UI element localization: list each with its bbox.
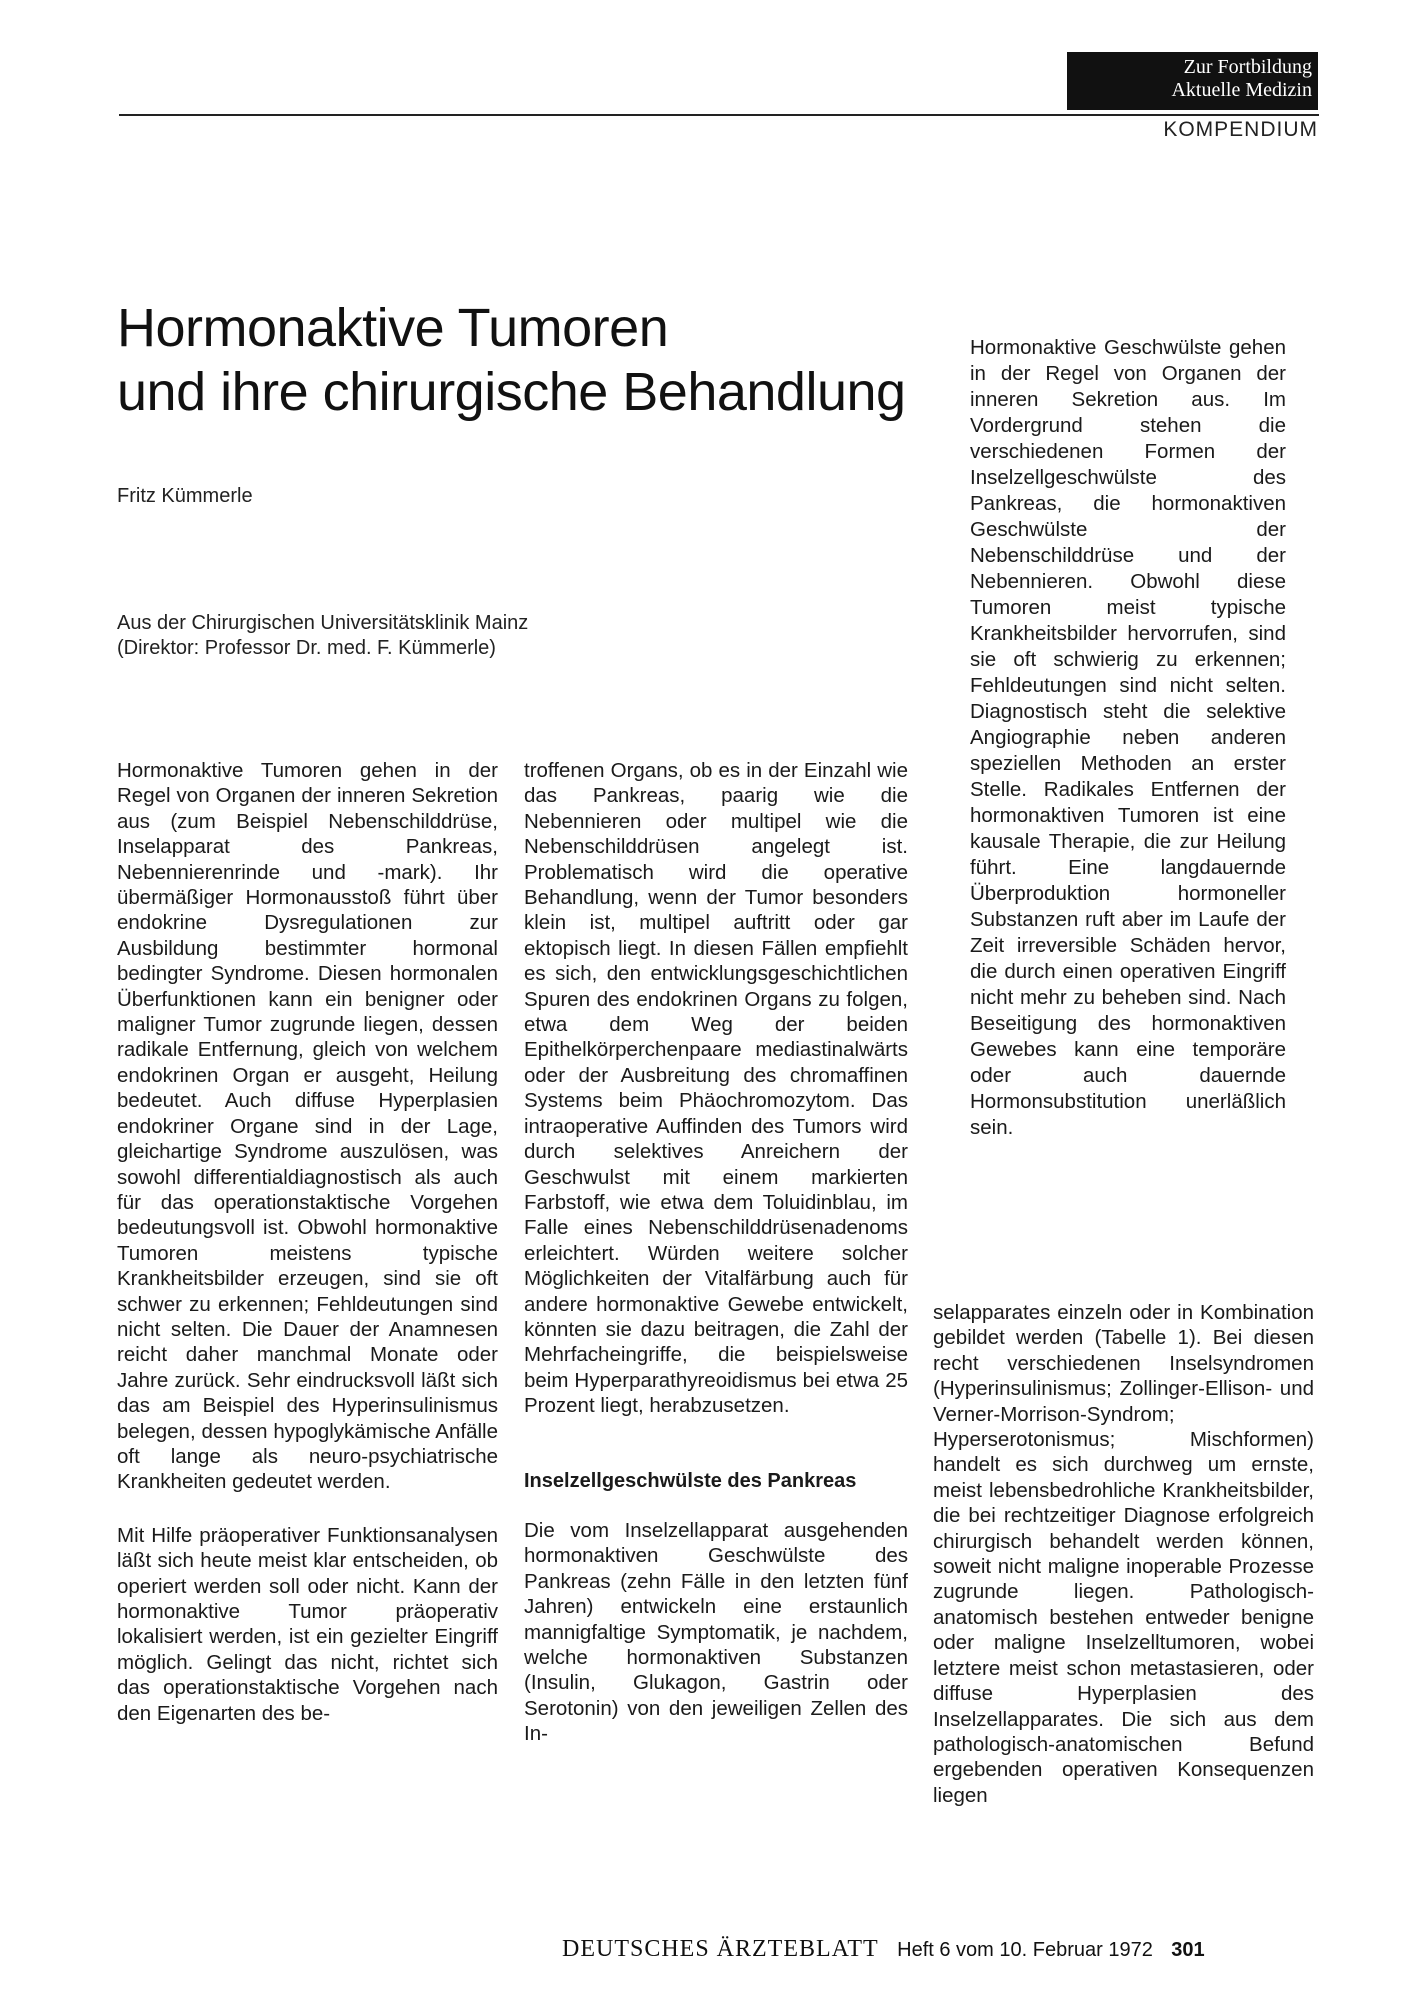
article-title (117, 296, 947, 424)
header-rule (119, 114, 1319, 116)
page-number: 301 (1171, 1939, 1205, 1961)
section-tag-line2: Aktuelle Medizin (1171, 79, 1312, 101)
section-tag (1067, 52, 1318, 110)
category-label: KOMPENDIUM (1163, 118, 1318, 141)
affiliation-line-1: Aus der Chirurgischen Universitätsklinik Mainz (117, 612, 529, 634)
section-heading: Inselzellgeschwülste des Pankreas (524, 1469, 857, 1492)
paragraph: selapparates einzeln oder in Kombination gebildet werden (Tabelle 1). Bei diesen recht verschiedenen Inselsyndromen (Hyperinsulinismus; Zollinger-Ellison- und Verner-Morrison-Syndrom; Hyperserotonismus; Mischformen) handelt es sich durchweg um ernste, meist lebensbedrohliche Krankheitsbilder, die bei rechtzeitiger Diagnose erfolgreich chirurgisch behandelt werden können, soweit nicht maligne inoperable Prozesse zugrunde liegen. Pathologisch-anatomisch bestehen entweder benigne oder maligne Inselzelltumoren, wobei letztere meist schon metastasieren, oder diffuse Hyperplasien des Inselzellapparates. Die sich aus dem pathologisch-anatomischen Befund ergebenden operativen Konsequenzen liegen (933, 1301, 1314, 1807)
page-footer (562, 1936, 1205, 1963)
paragraph: troffenen Organs, ob es in der Einzahl wie das Pankreas, paarig wie die Nebennieren oder multipel wie die Nebenschilddrüsen angelegt ist. Problematisch wird die operative Behandlung, wenn der Tumor besonders klein ist, multipel auftritt oder gar ektopisch liegt. In diesen Fällen empfiehlt es sich, den entwicklungsgeschichtlichen Spuren des endokrinen Organs zu folgen, etwa dem Weg der beiden Epithelkörperchenpaare mediastinalwärts oder der Ausbreitung des chromaffinen Systems beim Phäochromozytom. Das intraoperative Auffinden des Tumors wird durch selektives Anreichern der Geschwulst mit einem markierten Farbstoff, wie etwa dem Toluidinblau, im Falle eines Nebenschilddrüsenadenoms erleichtert. Würden weitere solcher Möglichkeiten der Vitalfärbung auch für andere hormonaktive Gewebe entwickelt, könnten sie dazu beitragen, die Zahl der Mehrfacheingriffe, die beispielsweise beim Hyperparathyreoidismus bei etwa 25 Prozent liegt, herabzusetzen. (524, 759, 908, 1418)
abstract (970, 335, 1286, 1141)
body-column-1 (117, 758, 498, 1726)
abstract-text: Hormonaktive Geschwülste gehen in der Regel von Organen der inneren Sekretion aus. Im Vordergrund stehen die verschiedenen Formen der Inselzellgeschwülste des Pankreas, die hormonaktiven Geschwülste der Nebenschilddrüse und der Nebennieren. Obwohl diese Tumoren meist typische Krankheitsbilder hervorrufen, sind sie oft schwierig zu erkennen; Fehldeutungen sind nicht selten. Diagnostisch steht die selektive Angiographie neben anderen speziellen Methoden an erster Stelle. Radikales Entfernen der hormonaktiven Tumoren ist eine kausale Therapie, die zur Heilung führt. Eine langdauernde Überproduktion hormoneller Substanzen ruft aber im Laufe der Zeit irreversible Schäden hervor, die durch einen operativen Eingriff nicht mehr zu beheben sind. Nach Beseitigung des hormonaktiven Gewebes kann eine temporäre oder auch dauernde Hormonsubstitution unerläßlich sein. (970, 336, 1286, 1139)
author-name: Fritz Kümmerle (117, 485, 253, 507)
title-line-1: Hormonaktive Tumoren (117, 298, 669, 358)
paragraph: Die vom Inselzellapparat ausgehenden hormonaktiven Geschwülste des Pankreas (zehn Fälle in den letzten fünf Jahren) entwickeln eine erstaunlich mannigfaltige Symptomatik, je nachdem, welche hormonaktiven Substanzen (Insulin, Glukagon, Gastrin oder Serotonin) von den jeweiligen Zellen des In- (524, 1518, 908, 1746)
body-column-2 (524, 758, 908, 1747)
paragraph: Mit Hilfe präoperativer Funktionsanalysen läßt sich heute meist klar entscheiden, ob operiert werden soll oder nicht. Kann der hormonaktive Tumor präoperativ lokalisiert werden, ist ein gezielter Eingriff möglich. Gelingt das nicht, richtet sich das operationstaktische Vorgehen nach den Eigenarten des be- (117, 1523, 498, 1725)
section-tag-line1: Zur Fortbildung (1183, 56, 1312, 78)
affiliation (117, 611, 737, 661)
journal-name: DEUTSCHES ÄRZTEBLATT (562, 1936, 879, 1962)
title-line-2: und ihre chirurgische Behandlung (117, 362, 906, 422)
issue-info: Heft 6 vom 10. Februar 1972 (897, 1939, 1153, 1961)
paragraph: Hormonaktive Tumoren gehen in der Regel von Organen der inneren Sekretion aus (zum Beispiel Nebenschilddrüse, Inselapparat des Pankreas, Nebennierenrinde und -mark). Ihr übermäßiger Hormonausstoß führt über endokrine Dysregulationen zur Ausbildung bestimmter hormonal bedingter Syndrome. Diesen hormonalen Überfunktionen kann ein benigner oder maligner Tumor zugrunde liegen, dessen radikale Entfernung, gleich von welchem endokrinen Organ er ausgeht, Heilung bedeutet. Auch diffuse Hyperplasien endokriner Organe sind in der Lage, gleichartige Syndrome auszulösen, was sowohl differentialdiagnostisch als auch für das operationstaktische Vorgehen bedeutungsvoll ist. Obwohl hormonaktive Tumoren meistens typische Krankheitsbilder erzeugen, sind sie oft schwer zu erkennen; Fehldeutungen sind nicht selten. Die Dauer der Anamnesen reicht daher manchmal Monate oder Jahre zurück. Sehr eindrucksvoll läßt sich das am Beispiel des Hyperinsulinismus belegen, dessen hypoglykämische Anfälle oft lange als neuro-psychiatrische Krankheiten gedeutet werden. (117, 759, 498, 1494)
body-column-3 (933, 1300, 1314, 1808)
affiliation-line-2: (Direktor: Professor Dr. med. F. Kümmerle) (117, 637, 496, 659)
